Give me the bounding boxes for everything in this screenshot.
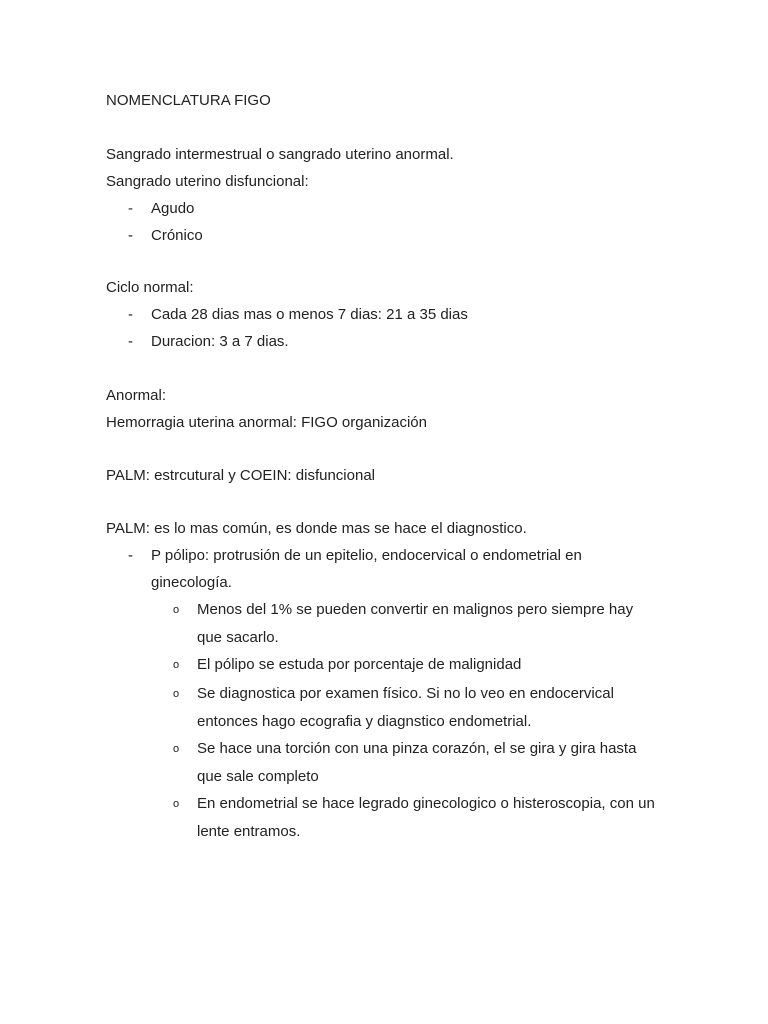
- bullet-marker: o: [173, 688, 180, 700]
- bullet-item: Se diagnostica por examen físico. Si no lo veo en endocervical: [197, 685, 614, 702]
- dash-marker: -: [128, 200, 133, 217]
- intro-line-1: Sangrado intermestrual o sangrado uterino anormal.: [106, 146, 454, 163]
- bullet-item: En endometrial se hace legrado ginecologico o histeroscopia, con un: [197, 795, 655, 812]
- dash-marker: -: [128, 306, 133, 323]
- polipo-line-2: ginecología.: [151, 574, 232, 591]
- anormal-heading: Anormal:: [106, 387, 167, 404]
- intro-line-2: Sangrado uterino disfuncional:: [106, 173, 309, 190]
- list-item: Cada 28 dias mas o menos 7 dias: 21 a 35 dias: [151, 306, 468, 323]
- bullet-item: Menos del 1% se pueden convertir en malignos pero siempre hay: [197, 601, 634, 618]
- bullet-marker: o: [173, 659, 180, 671]
- anormal-line: Hemorragia uterina anormal: FIGO organización: [106, 414, 427, 431]
- list-item: Duracion: 3 a 7 dias.: [151, 333, 289, 350]
- list-item: Crónico: [151, 227, 203, 244]
- palm-coein-line: PALM: estrcutural y COEIN: disfuncional: [106, 467, 375, 484]
- bullet-item-continued: lente entramos.: [197, 823, 301, 840]
- bullet-item-continued: entonces hago ecografia y diagnstico endometrial.: [197, 713, 532, 730]
- bullet-marker: o: [173, 743, 180, 755]
- dash-marker: -: [128, 227, 133, 244]
- dash-marker: -: [128, 333, 133, 350]
- polipo-line-1: P pólipo: protrusión de un epitelio, endocervical o endometrial en: [151, 547, 582, 564]
- palm-heading: PALM: es lo mas común, es donde mas se hace el diagnostico.: [106, 520, 527, 537]
- document-title: NOMENCLATURA FIGO: [106, 92, 271, 109]
- list-item: Agudo: [151, 200, 195, 217]
- bullet-marker: o: [173, 604, 180, 616]
- bullet-marker: o: [173, 798, 180, 810]
- bullet-item: El pólipo se estuda por porcentaje de malignidad: [197, 656, 522, 673]
- dash-marker: -: [128, 547, 133, 564]
- ciclo-heading: Ciclo normal:: [106, 279, 194, 296]
- bullet-item-continued: que sale completo: [197, 768, 319, 785]
- bullet-item: Se hace una torción con una pinza corazón, el se gira y gira hasta: [197, 740, 637, 757]
- bullet-item-continued: que sacarlo.: [197, 629, 279, 646]
